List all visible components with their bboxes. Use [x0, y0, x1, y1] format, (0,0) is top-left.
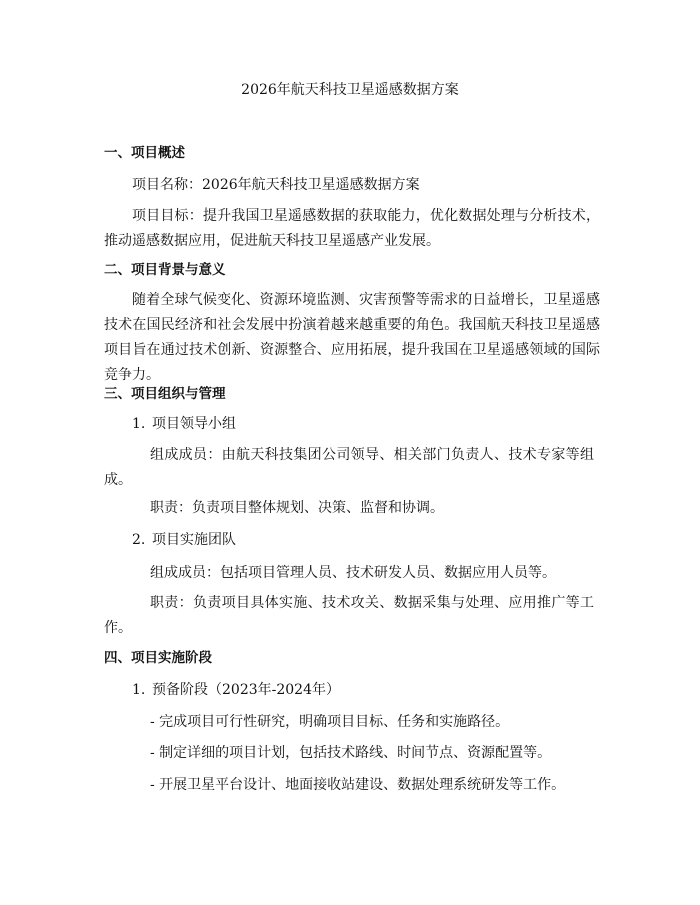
list-item-label: 预备阶段（2023年-2024年） — [152, 682, 340, 698]
section-heading-overview: 一、项目概述 — [104, 145, 185, 161]
list-number: 1. — [132, 416, 146, 432]
section-heading-organization: 三、项目组织与管理 — [104, 386, 226, 402]
list-item-leadership-group — [132, 414, 236, 434]
bullet-item: - 完成项目可行性研究，明确项目目标、任务和实施路径。 — [150, 714, 510, 730]
team-duty-paragraph: 职责：负责项目具体实施、技术攻关、数据采集与处理、应用推广等工作。 — [104, 595, 594, 636]
list-item-label: 项目实施团队 — [152, 532, 236, 548]
leadership-duty-paragraph: 职责：负责项目整体规划、决策、监督和协调。 — [150, 500, 444, 516]
list-item-implementation-team — [132, 530, 236, 550]
list-item-preparation-phase — [132, 680, 340, 700]
background-paragraph: 随着全球气候变化、资源环境监测、灾害预警等需求的日益增长，卫星遥感技术在国民经济和社会发展中扮演着越来越重要的角色。我国航天科技卫星遥感项目旨在通过技术创新、资源整合、应用拓展，提升我国在卫星遥感领域的国际竞争力。 — [104, 292, 600, 383]
section-heading-background: 二、项目背景与意义 — [104, 262, 226, 278]
document-title: 2026年航天科技卫星遥感数据方案 — [241, 82, 459, 98]
project-goal-paragraph: 项目目标：提升我国卫星遥感数据的获取能力，优化数据处理与分析技术，推动遥感数据应用，促进航天科技卫星遥感产业发展。 — [104, 208, 600, 249]
leadership-members-paragraph: 组成成员：由航天科技集团公司领导、相关部门负责人、技术专家等组成。 — [104, 447, 594, 488]
bullet-item: - 制定详细的项目计划，包括技术路线、时间节点、资源配置等。 — [150, 745, 552, 761]
list-number: 1. — [132, 682, 146, 698]
list-item-label: 项目领导小组 — [152, 416, 236, 432]
section-heading-phases: 四、项目实施阶段 — [104, 650, 212, 666]
team-members-paragraph: 组成成员：包括项目管理人员、技术研发人员、数据应用人员等。 — [150, 565, 556, 581]
project-name-paragraph: 项目名称：2026年航天科技卫星遥感数据方案 — [132, 177, 420, 193]
bullet-item: - 开展卫星平台设计、地面接收站建设、数据处理系统研发等工作。 — [150, 777, 566, 793]
list-number: 2. — [132, 532, 146, 548]
